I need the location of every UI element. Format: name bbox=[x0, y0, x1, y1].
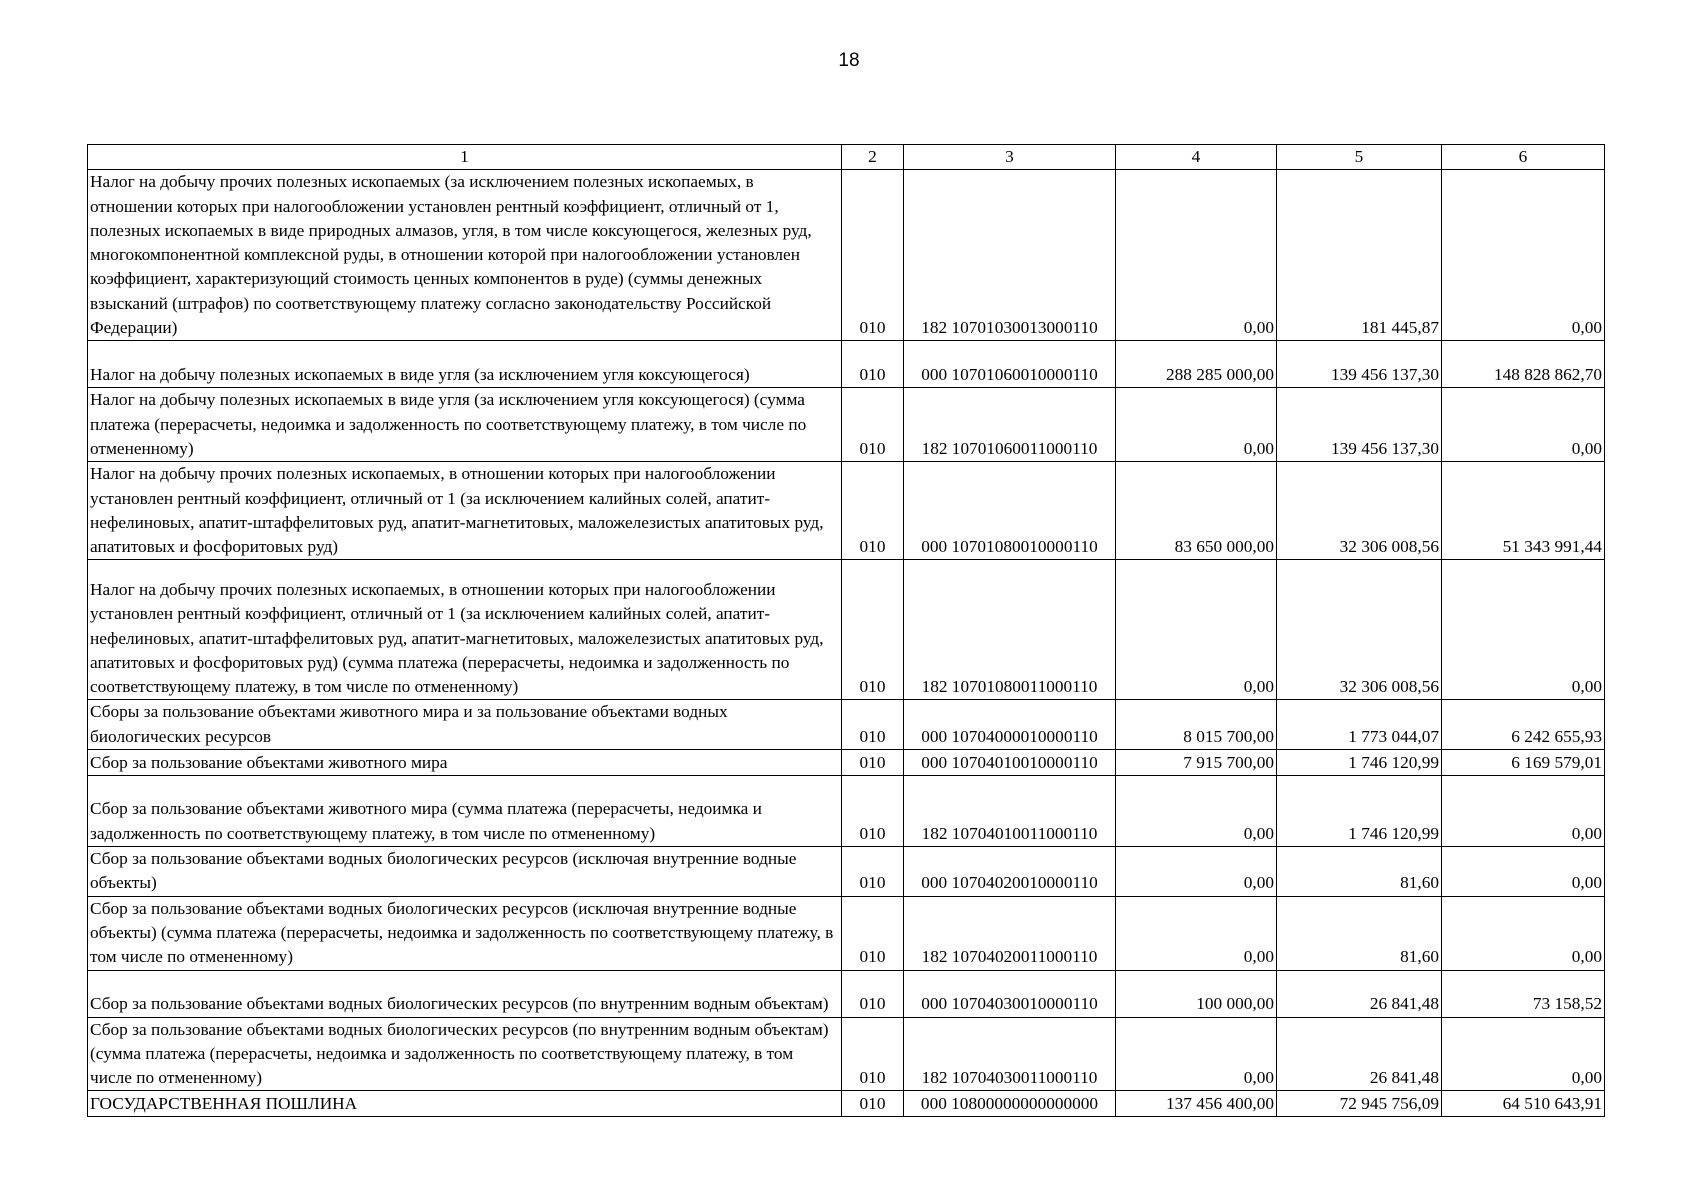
column-header-5: 5 bbox=[1277, 145, 1442, 170]
budget-classification-code: 182 10701030013000110 bbox=[904, 170, 1116, 341]
value-col-5: 1 746 120,99 bbox=[1277, 750, 1442, 776]
row-name: Сбор за пользование объектами водных биологических ресурсов (исключая внутренние водные объекты) (сумма платежа (перерасчеты, недоимка и задолженность по соответствующему платежу, в том числе по отмененному) bbox=[88, 896, 842, 970]
value-col-4: 7 915 700,00 bbox=[1116, 750, 1277, 776]
row-code: 010 bbox=[842, 388, 904, 462]
row-code: 010 bbox=[842, 462, 904, 560]
budget-classification-code: 182 10701060011000110 bbox=[904, 388, 1116, 462]
value-col-5: 139 456 137,30 bbox=[1277, 341, 1442, 388]
row-code: 010 bbox=[842, 700, 904, 750]
budget-classification-code: 000 10701080010000110 bbox=[904, 462, 1116, 560]
row-code: 010 bbox=[842, 750, 904, 776]
value-col-5: 32 306 008,56 bbox=[1277, 462, 1442, 560]
value-col-5: 72 945 756,09 bbox=[1277, 1091, 1442, 1117]
value-col-6: 0,00 bbox=[1442, 560, 1605, 700]
value-col-5: 1 746 120,99 bbox=[1277, 776, 1442, 847]
value-col-6: 0,00 bbox=[1442, 776, 1605, 847]
table-row bbox=[88, 1091, 1605, 1117]
value-col-4: 288 285 000,00 bbox=[1116, 341, 1277, 388]
budget-classification-code: 000 10704010010000110 bbox=[904, 750, 1116, 776]
row-name: Налог на добычу полезных ископаемых в виде угля (за исключением угля коксующегося) (сумма платежа (перерасчеты, недоимка и задолженность по соответствующему платежу, в том числе по отмененному) bbox=[88, 388, 842, 462]
value-col-5: 81,60 bbox=[1277, 847, 1442, 897]
table-row bbox=[88, 970, 1605, 1017]
value-col-6: 0,00 bbox=[1442, 896, 1605, 970]
row-name: Сбор за пользование объектами водных биологических ресурсов (по внутренним водным объектам) bbox=[88, 970, 842, 1017]
budget-classification-code: 000 10701060010000110 bbox=[904, 341, 1116, 388]
value-col-4: 0,00 bbox=[1116, 896, 1277, 970]
value-col-4: 0,00 bbox=[1116, 560, 1277, 700]
value-col-6: 0,00 bbox=[1442, 388, 1605, 462]
value-col-6: 0,00 bbox=[1442, 170, 1605, 341]
value-col-5: 81,60 bbox=[1277, 896, 1442, 970]
budget-table bbox=[87, 144, 1605, 1117]
value-col-5: 1 773 044,07 bbox=[1277, 700, 1442, 750]
table-row bbox=[88, 170, 1605, 341]
budget-classification-code: 182 10704020011000110 bbox=[904, 896, 1116, 970]
value-col-5: 181 445,87 bbox=[1277, 170, 1442, 341]
value-col-4: 83 650 000,00 bbox=[1116, 462, 1277, 560]
row-name: Сбор за пользование объектами животного мира (сумма платежа (перерасчеты, недоимка и задолженность по соответствующему платежу, в том числе по отмененному) bbox=[88, 776, 842, 847]
value-col-6: 0,00 bbox=[1442, 1017, 1605, 1091]
row-code: 010 bbox=[842, 776, 904, 847]
value-col-5: 32 306 008,56 bbox=[1277, 560, 1442, 700]
table-row bbox=[88, 700, 1605, 750]
row-name: Налог на добычу прочих полезных ископаемых (за исключением полезных ископаемых, в отношении которых при налогообложении установлен рентный коэффициент, отличный от 1, полезных ископаемых в виде природных алмазов, угля, в том числе коксующегося, железных руд, многокомпонентной комплексной руды, в отношении которой при налогообложении установлен коэффициент, характеризующий стоимость ценных компонентов в руде) (суммы денежных взысканий (штрафов) по соответствующему платежу согласно законодательству Российской Федерации) bbox=[88, 170, 842, 341]
row-name: Налог на добычу прочих полезных ископаемых, в отношении которых при налогообложении установлен рентный коэффициент, отличный от 1 (за исключением калийных солей, апатит-нефелиновых, апатит-штаффелитовых руд, апатит-магнетитовых, маложелезистых апатитовых руд, апатитовых и фосфоритовых руд) bbox=[88, 462, 842, 560]
column-header-3: 3 bbox=[904, 145, 1116, 170]
budget-classification-code: 182 10701080011000110 bbox=[904, 560, 1116, 700]
budget-classification-code: 000 10704020010000110 bbox=[904, 847, 1116, 897]
value-col-4: 0,00 bbox=[1116, 388, 1277, 462]
page-number: 18 bbox=[838, 50, 860, 71]
value-col-4: 0,00 bbox=[1116, 847, 1277, 897]
table-row bbox=[88, 847, 1605, 897]
value-col-6: 6 169 579,01 bbox=[1442, 750, 1605, 776]
row-code: 010 bbox=[842, 896, 904, 970]
table-row bbox=[88, 560, 1605, 700]
value-col-6: 51 343 991,44 bbox=[1442, 462, 1605, 560]
budget-classification-code: 000 10704030010000110 bbox=[904, 970, 1116, 1017]
budget-classification-code: 182 10704010011000110 bbox=[904, 776, 1116, 847]
budget-classification-code: 182 10704030011000110 bbox=[904, 1017, 1116, 1091]
value-col-6: 64 510 643,91 bbox=[1442, 1091, 1605, 1117]
row-code: 010 bbox=[842, 170, 904, 341]
value-col-4: 0,00 bbox=[1116, 776, 1277, 847]
value-col-5: 26 841,48 bbox=[1277, 1017, 1442, 1091]
value-col-5: 26 841,48 bbox=[1277, 970, 1442, 1017]
column-header-2: 2 bbox=[842, 145, 904, 170]
row-code: 010 bbox=[842, 341, 904, 388]
row-name: Сбор за пользование объектами водных биологических ресурсов (по внутренним водным объектам) (сумма платежа (перерасчеты, недоимка и задолженность по соответствующему платежу, в том числе по отмененному) bbox=[88, 1017, 842, 1091]
row-code: 010 bbox=[842, 560, 904, 700]
value-col-4: 100 000,00 bbox=[1116, 970, 1277, 1017]
budget-classification-code: 000 10800000000000000 bbox=[904, 1091, 1116, 1117]
table-row bbox=[88, 341, 1605, 388]
value-col-6: 148 828 862,70 bbox=[1442, 341, 1605, 388]
value-col-4: 8 015 700,00 bbox=[1116, 700, 1277, 750]
budget-classification-code: 000 10704000010000110 bbox=[904, 700, 1116, 750]
value-col-6: 73 158,52 bbox=[1442, 970, 1605, 1017]
table-row bbox=[88, 1017, 1605, 1091]
value-col-6: 0,00 bbox=[1442, 847, 1605, 897]
row-code: 010 bbox=[842, 1091, 904, 1117]
row-name: Налог на добычу прочих полезных ископаемых, в отношении которых при налогообложении установлен рентный коэффициент, отличный от 1 (за исключением калийных солей, апатит-нефелиновых, апатит-штаффелитовых руд, апатит-магнетитовых, маложелезистых апатитовых руд, апатитовых и фосфоритовых руд) (сумма платежа (перерасчеты, недоимка и задолженность по соответствующему платежу, в том числе по отмененному) bbox=[88, 560, 842, 700]
row-name: ГОСУДАРСТВЕННАЯ ПОШЛИНА bbox=[88, 1091, 842, 1117]
value-col-5: 139 456 137,30 bbox=[1277, 388, 1442, 462]
row-name: Сборы за пользование объектами животного мира и за пользование объектами водных биологических ресурсов bbox=[88, 700, 842, 750]
row-name: Сбор за пользование объектами животного мира bbox=[88, 750, 842, 776]
column-header-1: 1 bbox=[88, 145, 842, 170]
value-col-6: 6 242 655,93 bbox=[1442, 700, 1605, 750]
value-col-4: 137 456 400,00 bbox=[1116, 1091, 1277, 1117]
value-col-4: 0,00 bbox=[1116, 1017, 1277, 1091]
table-row bbox=[88, 750, 1605, 776]
row-code: 010 bbox=[842, 847, 904, 897]
row-code: 010 bbox=[842, 970, 904, 1017]
row-code: 010 bbox=[842, 1017, 904, 1091]
table-row bbox=[88, 388, 1605, 462]
row-name: Налог на добычу полезных ископаемых в виде угля (за исключением угля коксующегося) bbox=[88, 341, 842, 388]
column-header-6: 6 bbox=[1442, 145, 1605, 170]
value-col-4: 0,00 bbox=[1116, 170, 1277, 341]
header-row bbox=[88, 145, 1605, 170]
table-row bbox=[88, 776, 1605, 847]
table-row bbox=[88, 462, 1605, 560]
column-header-4: 4 bbox=[1116, 145, 1277, 170]
table-row bbox=[88, 896, 1605, 970]
row-name: Сбор за пользование объектами водных биологических ресурсов (исключая внутренние водные объекты) bbox=[88, 847, 842, 897]
